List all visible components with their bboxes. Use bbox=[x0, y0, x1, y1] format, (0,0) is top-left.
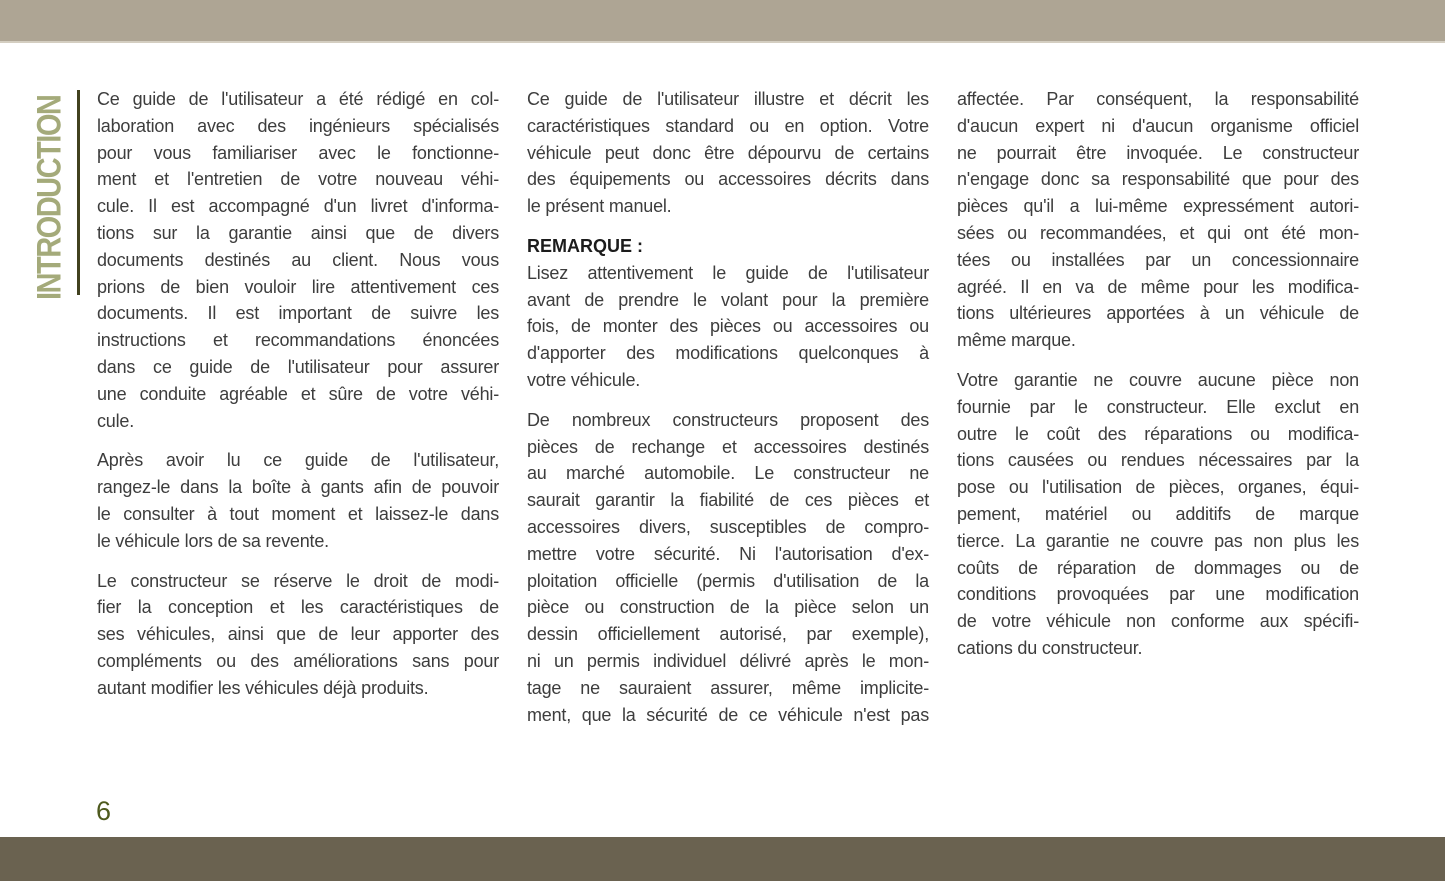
paragraph bbox=[97, 86, 499, 434]
text-line: ment, que la sécurité de ce véhicule n'est pas bbox=[527, 704, 929, 725]
text-line: coûts de réparation de dommages ou de bbox=[957, 557, 1359, 578]
text-line: le présent manuel. bbox=[527, 196, 672, 217]
text-line: fois, de monter des pièces ou accessoires ou bbox=[527, 316, 929, 337]
text-line: tions sur la garantie ainsi que de divers bbox=[97, 222, 499, 243]
text-line: tierce. La garantie ne couvre pas non plus les bbox=[957, 530, 1359, 551]
text-line: pour vous familiariser avec le fonctionne- bbox=[97, 142, 499, 163]
text-line: pièces qu'il a lui-même expressément autori- bbox=[957, 196, 1359, 217]
paragraph bbox=[97, 568, 499, 702]
bottom-color-bar bbox=[0, 837, 1445, 881]
text-line: sées ou recommandées, et qui ont été mon- bbox=[957, 222, 1359, 243]
text-line: prions de bien vouloir lire attentivement ces bbox=[97, 276, 499, 297]
text-line: Ce guide de l'utilisateur illustre et décrit les bbox=[527, 89, 929, 109]
text-line: pement, matériel ou additifs de marque bbox=[957, 503, 1359, 524]
text-line: au marché automobile. Le constructeur ne bbox=[527, 463, 929, 484]
text-line: dessin officiellement autorisé, par exemple), bbox=[527, 624, 929, 645]
chapter-sidebar bbox=[31, 88, 80, 300]
text-line: laboration avec des ingénieurs spécialisés bbox=[97, 115, 499, 136]
text-line: Après avoir lu ce guide de l'utilisateur, bbox=[97, 450, 499, 471]
page-content bbox=[97, 86, 1359, 728]
text-line: d'aucun expert ni d'aucun organisme officiel bbox=[957, 115, 1359, 136]
text-line: d'apporter des modifications quelconques à bbox=[527, 343, 929, 364]
text-line: conditions provoquées par une modification bbox=[957, 584, 1359, 605]
text-column bbox=[97, 86, 499, 728]
text-line: documents. Il est important de suivre les bbox=[97, 303, 499, 324]
text-line: rangez-le dans la boîte à gants afin de pouvoir bbox=[97, 477, 499, 498]
text-line: dans ce guide de l'utilisateur pour assurer bbox=[97, 356, 499, 377]
text-line: saurait garantir la fiabilité de ces pièces et bbox=[527, 490, 929, 511]
text-line: tions causées ou rendues nécessaires par la bbox=[957, 450, 1359, 471]
text-column bbox=[527, 86, 929, 728]
text-line: compléments ou des améliorations sans pour bbox=[97, 650, 499, 671]
text-line: le consulter à tout moment et laissez-le dans bbox=[97, 503, 499, 524]
paragraph bbox=[527, 86, 929, 220]
text-line: cule. Il est accompagné d'un livret d'informa- bbox=[97, 196, 499, 217]
section-heading: REMARQUE : bbox=[527, 235, 643, 256]
chapter-title: INTRODUCTION bbox=[31, 95, 69, 300]
text-line: cule. bbox=[97, 410, 135, 431]
text-line: même marque. bbox=[957, 330, 1076, 351]
text-line: pièce ou construction de la pièce selon un bbox=[527, 597, 929, 618]
text-line: documents destinés au client. Nous vous bbox=[97, 249, 499, 270]
text-line: pose ou l'utilisation de pièces, organes, équi- bbox=[957, 477, 1359, 498]
text-line: le véhicule lors de sa revente. bbox=[97, 530, 329, 551]
text-column bbox=[957, 86, 1359, 728]
text-line: ment et l'entretien de votre nouveau véhi- bbox=[97, 169, 499, 190]
text-line: tées ou installées par un concessionnaire bbox=[957, 249, 1359, 270]
text-line: Le constructeur se réserve le droit de modi- bbox=[97, 570, 499, 591]
text-line: tions ultérieures apportées à un véhicule de bbox=[957, 303, 1359, 324]
top-color-bar bbox=[0, 0, 1445, 43]
text-line: votre véhicule. bbox=[527, 369, 641, 390]
text-line: De nombreux constructeurs proposent des bbox=[527, 409, 929, 430]
text-line: ploitation officielle (permis d'utilisation de la bbox=[527, 570, 929, 591]
text-line: fier la conception et les caractéristiques de bbox=[97, 597, 499, 618]
text-line: accessoires divers, susceptibles de compro- bbox=[527, 516, 929, 537]
text-line: une conduite agréable et sûre de votre véhi- bbox=[97, 383, 499, 404]
paragraph bbox=[97, 447, 499, 554]
text-line: n'engage donc sa responsabilité que pour des bbox=[957, 169, 1359, 190]
text-line: ni un permis individuel délivré après le mon- bbox=[527, 650, 929, 671]
text-line: ses véhicules, ainsi que de leur apporter des bbox=[97, 624, 499, 645]
paragraph bbox=[527, 407, 929, 729]
page-number: 6 bbox=[96, 796, 112, 826]
text-line: Lisez attentivement le guide de l'utilisateur bbox=[527, 262, 929, 283]
text-line: fournie par le constructeur. Elle exclut en bbox=[957, 396, 1359, 417]
paragraph bbox=[527, 260, 929, 394]
text-line: de votre véhicule non conforme aux spécifi- bbox=[957, 611, 1359, 632]
text-line: instructions et recommandations énoncées bbox=[97, 330, 499, 351]
chapter-title-rule bbox=[77, 90, 80, 295]
paragraph bbox=[957, 367, 1359, 662]
text-line: avant de prendre le volant pour la première bbox=[527, 289, 929, 310]
text-line: affectée. Par conséquent, la responsabilité bbox=[957, 89, 1359, 109]
text-line: véhicule peut donc être dépourvu de certains bbox=[527, 142, 929, 163]
text-line: Votre garantie ne couvre aucune pièce non bbox=[957, 369, 1359, 390]
paragraph bbox=[957, 86, 1359, 354]
text-line: autant modifier les véhicules déjà produits. bbox=[97, 677, 429, 698]
text-line: outre le coût des réparations ou modifica- bbox=[957, 423, 1359, 444]
text-line: des équipements ou accessoires décrits dans bbox=[527, 169, 929, 190]
text-line: pièces de rechange et accessoires destinés bbox=[527, 436, 929, 457]
text-line: ne pourrait être invoquée. Le constructeur bbox=[957, 142, 1359, 163]
text-line: cations du constructeur. bbox=[957, 637, 1143, 658]
text-line: caractéristiques standard ou en option. Votre bbox=[527, 115, 929, 136]
text-line: mettre votre sécurité. Ni l'autorisation d'ex- bbox=[527, 543, 929, 564]
text-line: Ce guide de l'utilisateur a été rédigé en col- bbox=[97, 89, 499, 109]
text-line: agréé. Il en va de même pour les modifica- bbox=[957, 276, 1359, 297]
text-line: tage ne sauraient assurer, même implicite- bbox=[527, 677, 929, 698]
